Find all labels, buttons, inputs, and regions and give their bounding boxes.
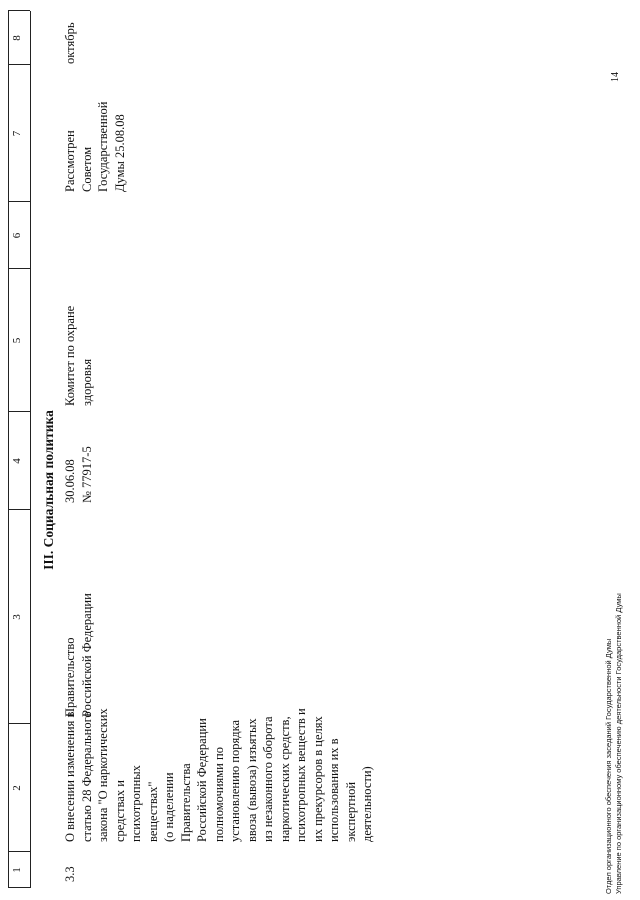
bill-date-number: 30.06.08 № 77917-5 [63,446,94,503]
column-number-5: 5 [11,337,23,344]
header-divider [8,723,30,724]
column-number-6: 6 [11,232,23,239]
column-number-1: 1 [11,867,23,873]
responsible-committee: Комитет по охране здоровья [63,305,94,406]
footer-directorate: Управление по организационному обеспечению деятельности Государственной Думы [614,593,623,894]
header-divider [8,411,30,412]
column-number-2: 2 [11,785,23,791]
planned-month: октябрь [63,22,77,64]
column-number-8: 8 [11,35,23,41]
header-divider [8,201,30,202]
header-divider [8,64,30,65]
row-number: 3.3 [63,866,77,882]
column-number-4: 4 [11,458,23,464]
footer-department: Отдел организационного обеспечения заседаний Государственной Думы [604,638,613,894]
page-number: 14 [610,72,621,82]
header-divider [8,851,30,852]
column-number-7: 7 [11,130,23,137]
section-title: III. Социальная политика [41,410,56,570]
bill-status: Рассмотрен Советом Государственной Думы 25.08.08 [63,101,127,192]
header-bottom-rule [30,11,31,888]
header-divider [8,887,30,888]
header-top-rule [8,11,9,888]
header-divider [8,10,30,11]
column-number-3: 3 [11,614,23,620]
bill-author: Правительство Российской Федерации [63,593,94,717]
header-divider [8,268,30,269]
header-divider [8,509,30,510]
bill-title: О внесении изменения в статью 28 Федерального закона "О наркотических средствах и психотропных веществах" (о наделении Правительства Российской Федерации полномочиями по установлению порядка ввоза (вывоза) изъятых из незаконного оборота наркотических средств, психотропных веществ и их прекурсоров в целях использования их в экспертной деятельности) [63,708,374,842]
